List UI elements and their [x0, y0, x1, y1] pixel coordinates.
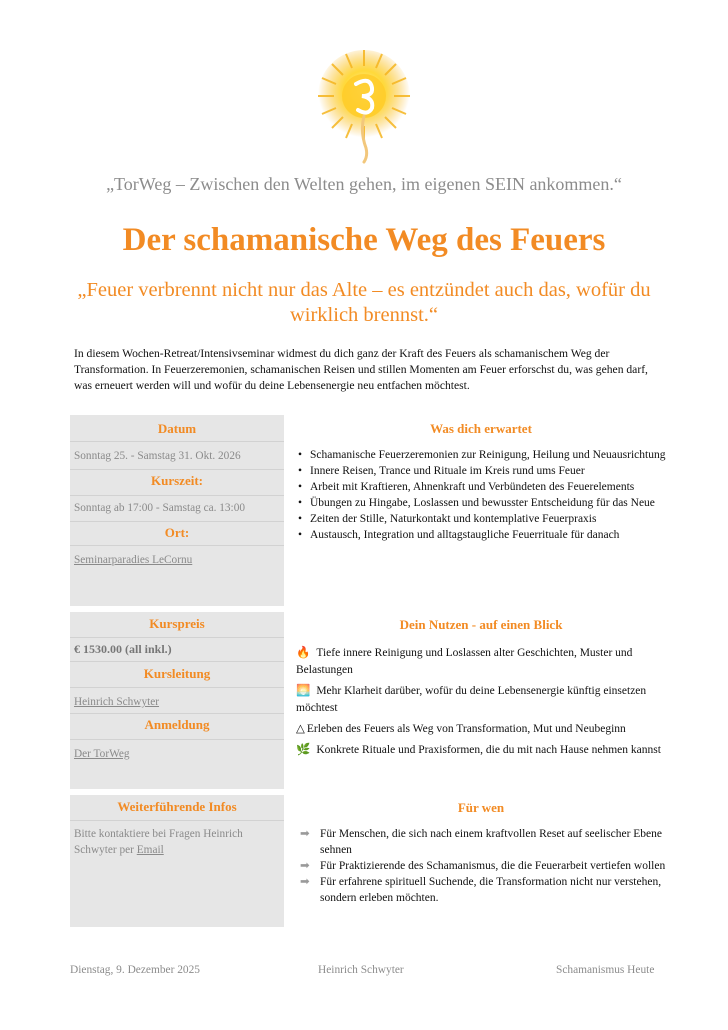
- kurszeit-value: Sonntag ab 17:00 - Samstag ca. 13:00: [74, 502, 245, 514]
- benefit-text: Tiefe innere Reinigung und Loslassen alter Geschichten, Muster und Belastungen: [296, 647, 633, 676]
- kursleitung-label: Kursleitung: [143, 666, 211, 681]
- list-item: [296, 858, 666, 874]
- divider: [70, 441, 284, 442]
- section-gap: [70, 606, 284, 612]
- fuerwen-list: [296, 826, 666, 906]
- anmeldung-link[interactable]: Der TorWeg: [74, 748, 130, 760]
- kurspreis-value: € 1530.00 (all inkl.): [74, 642, 172, 656]
- info-sidebar: [70, 415, 284, 927]
- email-link[interactable]: Email: [136, 844, 164, 856]
- kursleitung-link[interactable]: Heinrich Schwyter: [74, 696, 160, 708]
- list-item: [296, 874, 666, 906]
- list-item: [296, 683, 666, 717]
- footer-publication: Schamanismus Heute: [556, 964, 655, 976]
- datum-label: Datum: [157, 421, 197, 436]
- list-item: • Zeiten der Stille, Naturkontakt und kontemplative Feuerpraxis: [296, 511, 666, 527]
- erwartet-section: [296, 421, 666, 543]
- list-item: [296, 721, 666, 738]
- divider: [70, 820, 284, 821]
- fuerwen-section: [296, 800, 666, 906]
- divider: [70, 545, 284, 546]
- benefit-text: Erleben des Feuers als Weg von Transformation, Mut und Neubeginn: [306, 723, 626, 735]
- divider: [70, 469, 284, 470]
- benefit-text: Konkrete Rituale und Praxisformen, die du mit nach Hause nehmen kannst: [316, 744, 661, 756]
- fire-quote: „Feuer verbrennt nicht nur das Alte – es entzündet auch das, wofür du wirklich brennst.“: [77, 279, 651, 326]
- list-item: • Austausch, Integration und alltagstaugliche Feuerrituale für danach: [296, 527, 666, 543]
- divider: [70, 739, 284, 740]
- arrow-right-icon: ➡: [300, 860, 310, 872]
- divider: [70, 661, 284, 662]
- arrow-right-icon: ➡: [300, 876, 310, 888]
- list-item: • Schamanische Feuerzeremonien zur Reinigung, Heilung und Neuausrichtung: [296, 447, 666, 463]
- list-item: • Innere Reisen, Trance und Rituale im Kreis rund ums Feuer: [296, 463, 666, 479]
- list-item: [296, 742, 666, 759]
- anmeldung-label: Anmeldung: [144, 717, 210, 732]
- infos-text-body: Bitte kontaktiere bei Fragen Heinrich Schwyter per: [74, 828, 243, 856]
- herb-icon: 🌿: [296, 744, 311, 756]
- divider: [70, 495, 284, 496]
- datum-value: Sonntag 25. - Samstag 31. Okt. 2026: [74, 450, 241, 462]
- sunrise-icon: 🌅: [296, 685, 311, 697]
- divider: [70, 637, 284, 638]
- ort-link[interactable]: Seminarparadies LeCornu: [74, 554, 193, 566]
- page-title: Der schamanische Weg des Feuers: [122, 222, 606, 258]
- triangle-icon: △: [296, 723, 305, 735]
- nutzen-section: [296, 617, 666, 763]
- footer-author: Heinrich Schwyter: [318, 964, 404, 976]
- infos-text: [74, 826, 280, 858]
- kurspreis-label: Kurspreis: [149, 616, 205, 631]
- erwartet-heading: Was dich erwartet: [430, 421, 532, 436]
- intro-paragraph: In diesem Wochen-Retreat/Intensivseminar widmest du dich ganz der Kraft des Feuers als schamanischem Weg der Transformation. In Feuerzeremonien, schamanischen Reisen und stillen Momenten am Feuer erforschst du, was gehen darf, was erneuert werden will und wofür du deine Lebensenergie neu entfachen möchtest.: [74, 347, 648, 392]
- divider: [70, 687, 284, 688]
- audience-text: Für erfahrene spirituell Suchende, die Transformation nicht nur verstehen, sondern erleben möchten.: [320, 876, 662, 904]
- list-item: • Arbeit mit Kraftieren, Ahnenkraft und Verbündeten des Feuerelements: [296, 479, 666, 495]
- erwartet-list: [296, 447, 666, 543]
- sun-spiral-logo: [316, 44, 412, 164]
- audience-text: Für Menschen, die sich nach einem kraftvollen Reset auf seelischer Ebene sehnen: [320, 828, 663, 856]
- fuerwen-heading: Für wen: [457, 800, 505, 815]
- section-gap: [70, 789, 284, 795]
- nutzen-heading: Dein Nutzen - auf einen Blick: [399, 617, 563, 632]
- arrow-right-icon: ➡: [300, 828, 310, 840]
- list-item: [296, 826, 666, 858]
- footer-date: Dienstag, 9. Dezember 2025: [70, 964, 201, 976]
- nutzen-list: [296, 645, 666, 759]
- ort-label: Ort:: [164, 525, 190, 540]
- divider: [70, 521, 284, 522]
- fire-icon: 🔥: [296, 647, 311, 659]
- list-item: • Übungen zu Hingabe, Loslassen und bewusster Entscheidung für das Neue: [296, 495, 666, 511]
- tagline: „TorWeg – Zwischen den Welten gehen, im eigenen SEIN ankommen.“: [106, 174, 622, 194]
- audience-text: Für Praktizierende des Schamanismus, die die Feuerarbeit vertiefen wollen: [320, 860, 666, 872]
- divider: [70, 713, 284, 714]
- kurszeit-label: Kurszeit:: [151, 473, 203, 488]
- benefit-text: Mehr Klarheit darüber, wofür du deine Lebensenergie künftig einsetzen möchtest: [296, 685, 647, 714]
- infos-label: Weiterführende Infos: [117, 799, 237, 814]
- list-item: [296, 645, 666, 679]
